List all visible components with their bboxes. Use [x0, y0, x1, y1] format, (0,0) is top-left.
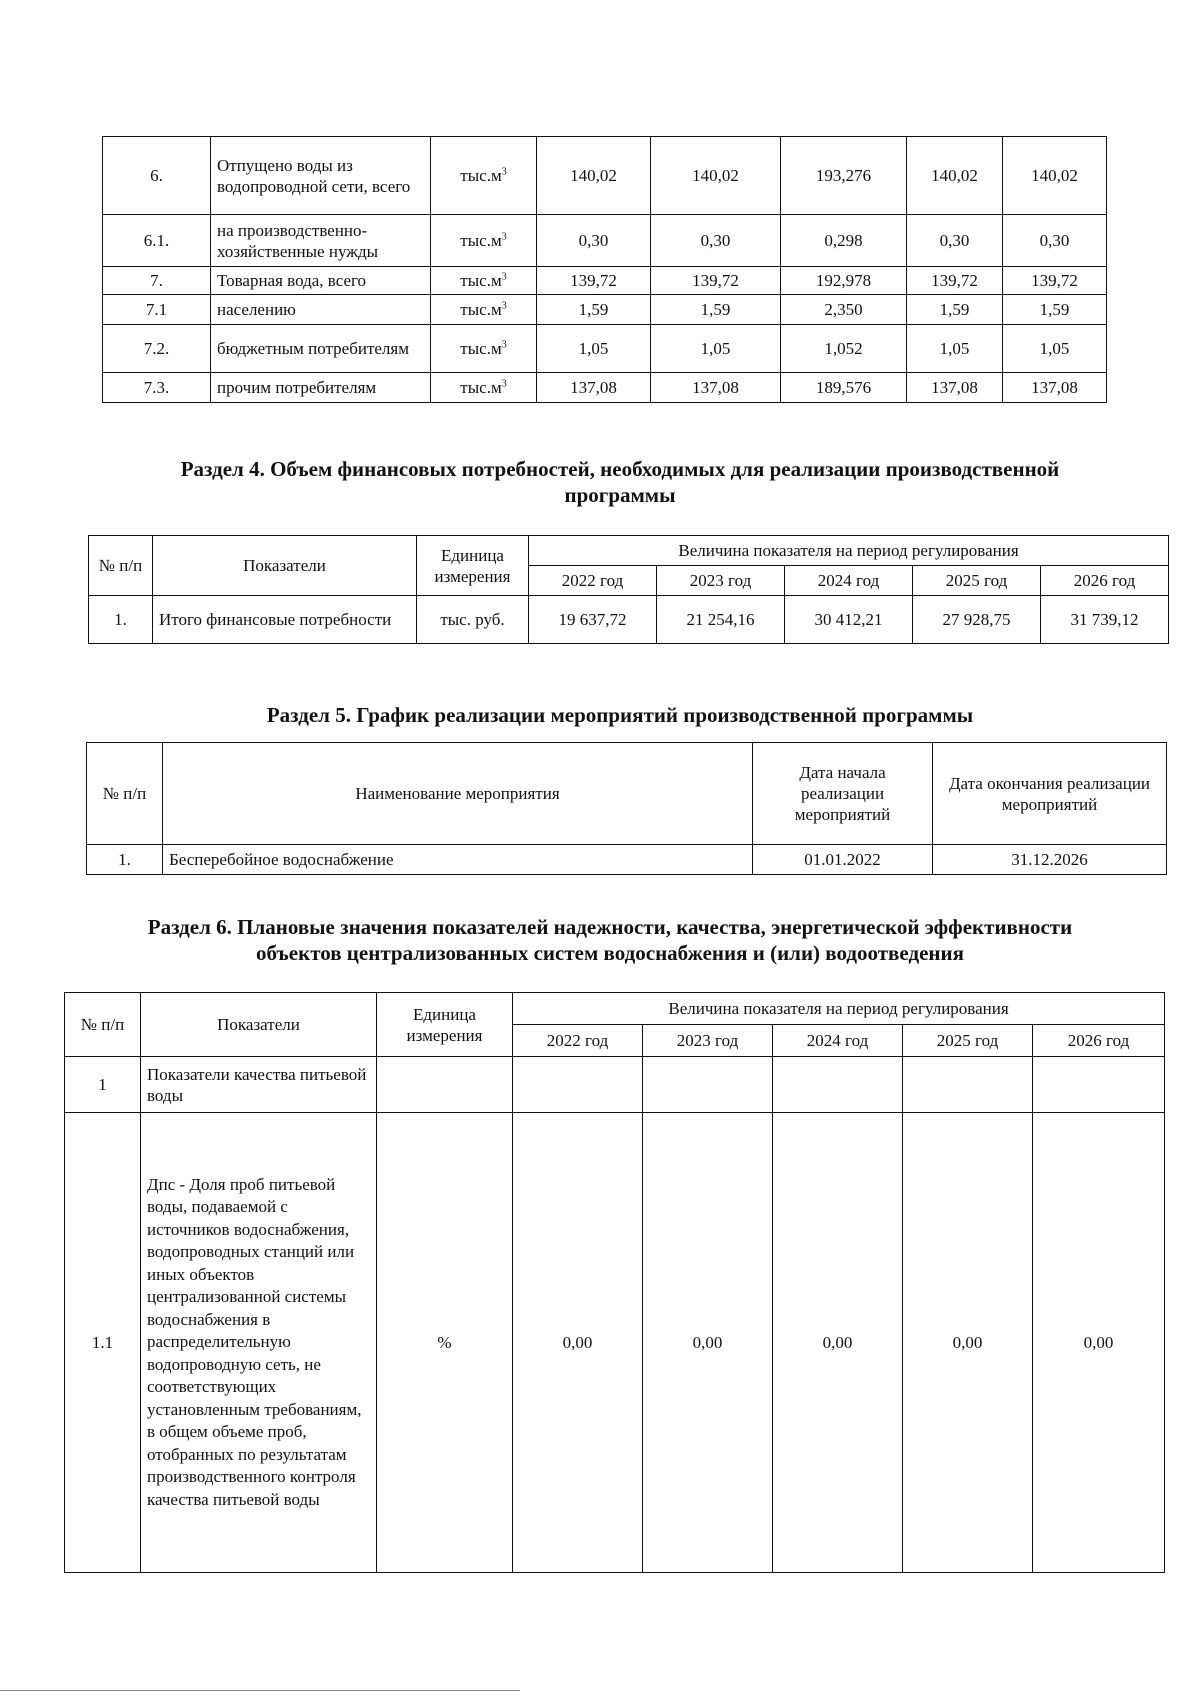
value-2022: 1,59	[537, 295, 651, 325]
header-year: 2026 год	[1041, 566, 1169, 596]
value-2022: 19 637,72	[529, 596, 657, 644]
value-2024: 189,576	[781, 373, 907, 403]
row-name: бюджетным потребителям	[211, 325, 431, 373]
table-header-row	[89, 536, 1169, 566]
row-name: Итого финансовые потребности	[153, 596, 417, 644]
header-number: № п/п	[89, 536, 153, 596]
header-year: 2025 год	[903, 1025, 1033, 1057]
header-year: 2026 год	[1033, 1025, 1165, 1057]
header-start-date: Дата начала реализации мероприятий	[753, 743, 933, 845]
financial-needs-table	[88, 535, 1169, 644]
header-year: 2023 год	[643, 1025, 773, 1057]
value-2024: 192,978	[781, 267, 907, 295]
section-6-title	[60, 914, 1160, 966]
schedule-table	[86, 742, 1167, 875]
value-2025: 140,02	[907, 137, 1003, 215]
row-name: прочим потребителям	[211, 373, 431, 403]
value-2024: 0,00	[773, 1113, 903, 1573]
header-year: 2025 год	[913, 566, 1041, 596]
row-number: 7.1	[103, 295, 211, 325]
value-2025: 139,72	[907, 267, 1003, 295]
row-number: 7.	[103, 267, 211, 295]
value-2026: 140,02	[1003, 137, 1107, 215]
header-number: № п/п	[87, 743, 163, 845]
value-2026: 1,05	[1003, 325, 1107, 373]
row-number: 6.1.	[103, 215, 211, 267]
value-2026: 0,30	[1003, 215, 1107, 267]
table-row	[103, 325, 1107, 373]
row-start-date: 01.01.2022	[753, 845, 933, 875]
value-2025: 0,00	[903, 1113, 1033, 1573]
empty-cell	[903, 1057, 1033, 1113]
row-number: 1.	[89, 596, 153, 644]
value-2023: 137,08	[651, 373, 781, 403]
header-end-date: Дата окончания реализации мероприятий	[933, 743, 1167, 845]
row-number: 1	[65, 1057, 141, 1113]
row-unit: $тыс.м^3$	[431, 215, 537, 267]
table-row	[89, 596, 1169, 644]
row-unit: $тыс.м^3$	[431, 373, 537, 403]
row-unit: $тыс.м^3$	[431, 137, 537, 215]
header-period: Величина показателя на период регулирования	[513, 993, 1165, 1025]
table-row	[65, 1113, 1165, 1573]
value-2023: 0,00	[643, 1113, 773, 1573]
value-2023: 139,72	[651, 267, 781, 295]
value-2023: 21 254,16	[657, 596, 785, 644]
value-2026: 1,59	[1003, 295, 1107, 325]
header-indicators: Показатели	[153, 536, 417, 596]
header-number: № п/п	[65, 993, 141, 1057]
section-4-title	[80, 456, 1160, 508]
section-4-title-line1: Раздел 4. Объем финансовых потребностей, необходимых для реализации производственной	[180, 457, 1060, 481]
page-bottom-rule	[0, 1690, 520, 1691]
row-end-date: 31.12.2026	[933, 845, 1167, 875]
header-unit: Единица измерения	[377, 993, 513, 1057]
value-2023: 1,59	[651, 295, 781, 325]
value-2025: 137,08	[907, 373, 1003, 403]
value-2024: 30 412,21	[785, 596, 913, 644]
value-2025: 1,05	[907, 325, 1003, 373]
empty-cell	[377, 1057, 513, 1113]
value-2022: 0,00	[513, 1113, 643, 1573]
value-2023: 140,02	[651, 137, 781, 215]
empty-cell	[773, 1057, 903, 1113]
value-2023: 1,05	[651, 325, 781, 373]
table-row	[65, 1057, 1165, 1113]
value-2022: 139,72	[537, 267, 651, 295]
section-6-title-line1: Раздел 6. Плановые значения показателей надежности, качества, энергетической эффективности	[147, 915, 1073, 939]
header-indicators: Показатели	[141, 993, 377, 1057]
empty-cell	[643, 1057, 773, 1113]
table-row	[87, 845, 1167, 875]
row-unit: $тыс.м^3$	[431, 267, 537, 295]
value-2024: 2,350	[781, 295, 907, 325]
value-2025: 0,30	[907, 215, 1003, 267]
value-2026: 137,08	[1003, 373, 1107, 403]
table-row	[103, 137, 1107, 215]
row-number: 1.1	[65, 1113, 141, 1573]
row-name: населению	[211, 295, 431, 325]
header-year: 2024 год	[785, 566, 913, 596]
row-unit: %	[377, 1113, 513, 1573]
empty-cell	[513, 1057, 643, 1113]
header-unit: Единица измерения	[417, 536, 529, 596]
row-name: Показатели качества питьевой воды	[141, 1057, 377, 1113]
row-name: Товарная вода, всего	[211, 267, 431, 295]
quality-indicators-table	[64, 992, 1165, 1573]
row-unit: тыс. руб.	[417, 596, 529, 644]
header-year: 2022 год	[513, 1025, 643, 1057]
row-name: на производственно-хозяйственные нужды	[211, 215, 431, 267]
value-2025: 1,59	[907, 295, 1003, 325]
table-row	[103, 215, 1107, 267]
value-2023: 0,30	[651, 215, 781, 267]
section-4-title-line2: программы	[564, 483, 676, 507]
value-2024: 0,298	[781, 215, 907, 267]
table-header-row	[65, 993, 1165, 1025]
empty-cell	[1033, 1057, 1165, 1113]
row-unit: $тыс.м^3$	[431, 325, 537, 373]
value-2026: 31 739,12	[1041, 596, 1169, 644]
row-activity: Бесперебойное водоснабжение	[163, 845, 753, 875]
header-period: Величина показателя на период регулирования	[529, 536, 1169, 566]
row-name: Отпущено воды из водопроводной сети, всего	[211, 137, 431, 215]
table-row	[103, 267, 1107, 295]
header-year: 2023 год	[657, 566, 785, 596]
value-2024: 193,276	[781, 137, 907, 215]
table-header-row	[87, 743, 1167, 845]
header-year: 2024 год	[773, 1025, 903, 1057]
row-unit: $тыс.м^3$	[431, 295, 537, 325]
table-row	[103, 373, 1107, 403]
table-row	[103, 295, 1107, 325]
value-2022: 1,05	[537, 325, 651, 373]
value-2024: 1,052	[781, 325, 907, 373]
value-2026: 139,72	[1003, 267, 1107, 295]
header-activity: Наименование мероприятия	[163, 743, 753, 845]
row-name: Дпс - Доля проб питьевой воды, подаваемой с источников водоснабжения, водопроводных станций или иных объектов централизованной системы водоснабжения в распределительную водопроводную сеть, не соответствующих установленным требованиям, в общем объеме проб, отобранных по результатам производственного контроля качества питьевой воды	[141, 1113, 377, 1573]
value-2022: 140,02	[537, 137, 651, 215]
value-2026: 0,00	[1033, 1113, 1165, 1573]
value-2025: 27 928,75	[913, 596, 1041, 644]
row-number: 7.3.	[103, 373, 211, 403]
value-2022: 137,08	[537, 373, 651, 403]
section-5-title: Раздел 5. График реализации мероприятий производственной программы	[266, 703, 974, 727]
water-balance-table	[102, 136, 1107, 403]
row-number: 6.	[103, 137, 211, 215]
section-6-title-line2: объектов централизованных систем водоснабжения и (или) водоотведения	[256, 941, 964, 965]
row-number: 7.2.	[103, 325, 211, 373]
value-2022: 0,30	[537, 215, 651, 267]
row-number: 1.	[87, 845, 163, 875]
header-year: 2022 год	[529, 566, 657, 596]
